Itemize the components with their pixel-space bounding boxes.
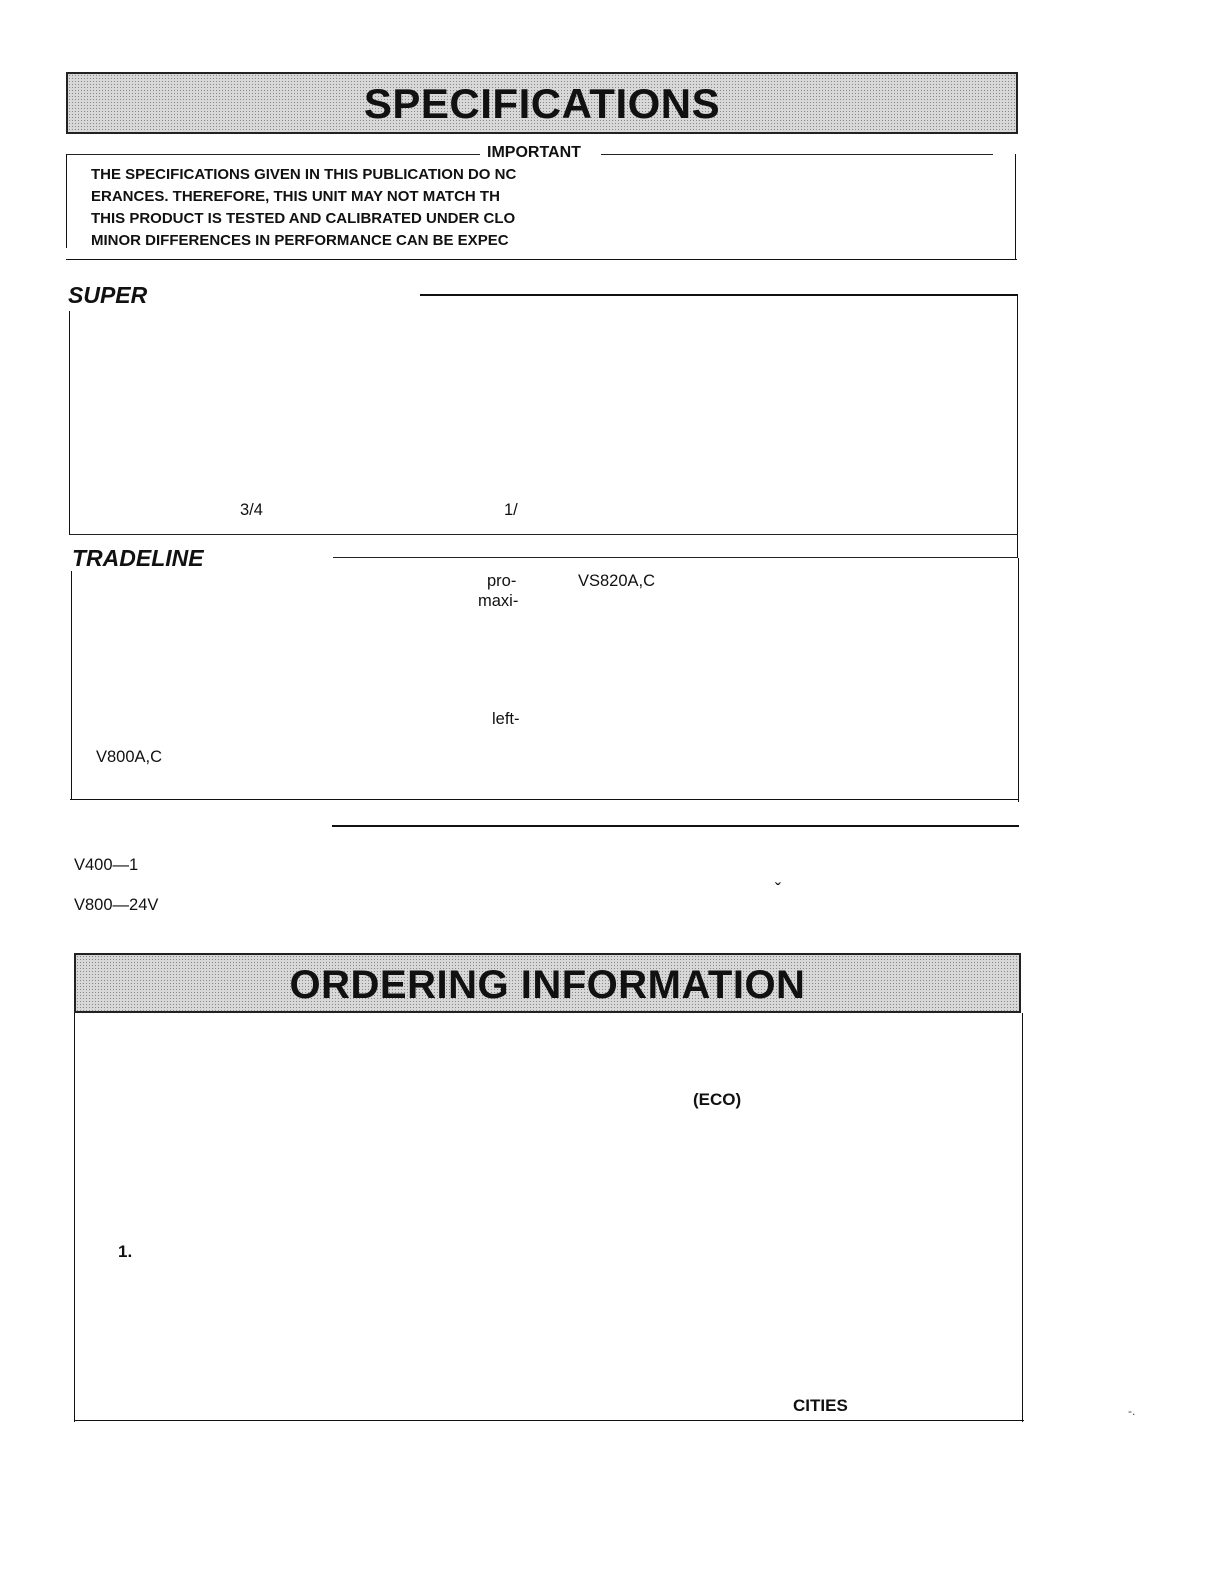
tradeline-model: VS820A,C [578,572,656,590]
tradeline-v800: V800A,C [96,748,163,766]
tradeline-heading: TRADELINE [72,545,204,571]
super-fraction-a: 3/4 [240,501,263,519]
important-line-2: ERANCES. THEREFORE, THIS UNIT MAY NOT MATCH TH [91,188,500,205]
important-line-4: MINOR DIFFERENCES IN PERFORMANCE CAN BE EXPEC [91,232,509,249]
important-text [91,164,516,252]
important-line-1: THE SPECIFICATIONS GIVEN IN THIS PUBLICATION DO NC [91,166,517,183]
tradeline-frag-maxi: maxi- [478,592,519,610]
tradeline-frag-left: left- [492,710,520,728]
important-label: IMPORTANT [487,144,581,161]
ordering-item-1: 1. [118,1242,133,1261]
important-line-3: THIS PRODUCT IS TESTED AND CALIBRATED UNDER CLO [91,210,516,227]
ordering-eco: (ECO) [693,1090,742,1109]
stray-mark: ˇ [775,880,781,900]
tradeline-frag-pro: pro- [487,572,517,590]
specifications-banner [66,72,1018,134]
super-fraction-b: 1/ [504,501,518,519]
model-v400: V400—1 [74,856,139,874]
ordering-cities: CITIES [793,1396,848,1415]
super-heading: SUPER [68,282,148,308]
model-v800: V800—24V [74,896,159,914]
page-margin-mark: -. [1128,1404,1136,1418]
specifications-title: SPECIFICATIONS [363,80,721,127]
ordering-title: ORDERING INFORMATION [289,963,806,1007]
ordering-banner [74,953,1021,1013]
